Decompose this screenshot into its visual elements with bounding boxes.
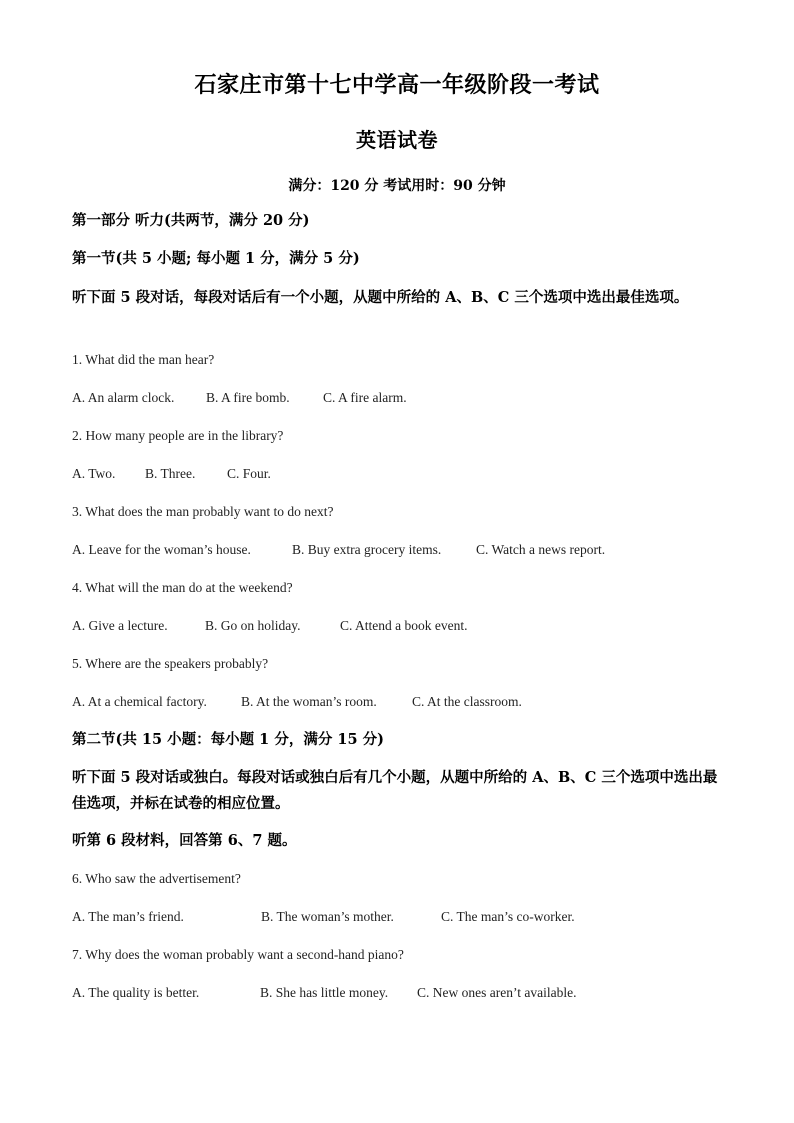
- section2-instruction: 听下面 5 段对话或独白。每段对话或独白后有几个小题，从题中所给的 A、B、C 三个选项中选出最佳选项，并标在试卷的相应位置。: [72, 769, 718, 812]
- material-6-heading: 听第 6 段材料，回答第 6、7 题。: [72, 832, 297, 849]
- option-c: C. Watch a news report.: [476, 542, 606, 557]
- score-info: 满分：120 分 考试用时：90 分钟: [288, 178, 506, 194]
- option-b: B. At the woman’s room.: [241, 694, 377, 709]
- question-5: 5. Where are the speakers probably?: [72, 656, 269, 671]
- option-c: C. New ones aren’t available.: [417, 985, 577, 1000]
- exam-subject: 英语试卷: [356, 128, 438, 152]
- option-b: B. She has little money.: [260, 985, 389, 1000]
- option-b: B. Three.: [145, 466, 196, 481]
- question-1: 1. What did the man hear?: [72, 352, 215, 367]
- option-a: A. Leave for the woman’s house.: [72, 542, 251, 557]
- option-a: A. The quality is better.: [72, 985, 200, 1000]
- option-c: C. A fire alarm.: [323, 390, 407, 405]
- part1-heading: 第一部分 听力(共两节，满分 20 分): [72, 212, 310, 229]
- option-b: B. A fire bomb.: [206, 390, 290, 405]
- exam-title: 石家庄市第十七中学高一年级阶段一考试: [194, 72, 600, 98]
- question-7: 7. Why does the woman probably want a second-hand piano?: [72, 947, 404, 962]
- option-c: C. The man’s co-worker.: [441, 909, 575, 924]
- question-4: 4. What will the man do at the weekend?: [72, 580, 293, 595]
- option-a: A. Give a lecture.: [72, 618, 168, 633]
- option-b: B. Go on holiday.: [205, 618, 301, 633]
- option-c: C. At the classroom.: [412, 694, 522, 709]
- option-a: A. The man’s friend.: [72, 909, 184, 924]
- section2-heading: 第二节(共 15 小题：每小题 1 分，满分 15 分): [72, 731, 384, 748]
- option-a: A. At a chemical factory.: [72, 694, 207, 709]
- option-c: C. Attend a book event.: [340, 618, 468, 633]
- section1-heading: 第一节(共 5 小题; 每小题 1 分，满分 5 分): [72, 250, 360, 267]
- option-a: A. Two.: [72, 466, 116, 481]
- option-a: A. An alarm clock.: [72, 390, 175, 405]
- option-b: B. Buy extra grocery items.: [292, 542, 442, 557]
- question-2: 2. How many people are in the library?: [72, 428, 284, 443]
- question-6: 6. Who saw the advertisement?: [72, 871, 241, 886]
- option-b: B. The woman’s mother.: [261, 909, 394, 924]
- section1-instruction: 听下面 5 段对话，每段对话后有一个小题，从题中所给的 A、B、C 三个选项中选出最佳选项。: [72, 289, 689, 306]
- option-c: C. Four.: [227, 466, 271, 481]
- question-3: 3. What does the man probably want to do next?: [72, 504, 334, 519]
